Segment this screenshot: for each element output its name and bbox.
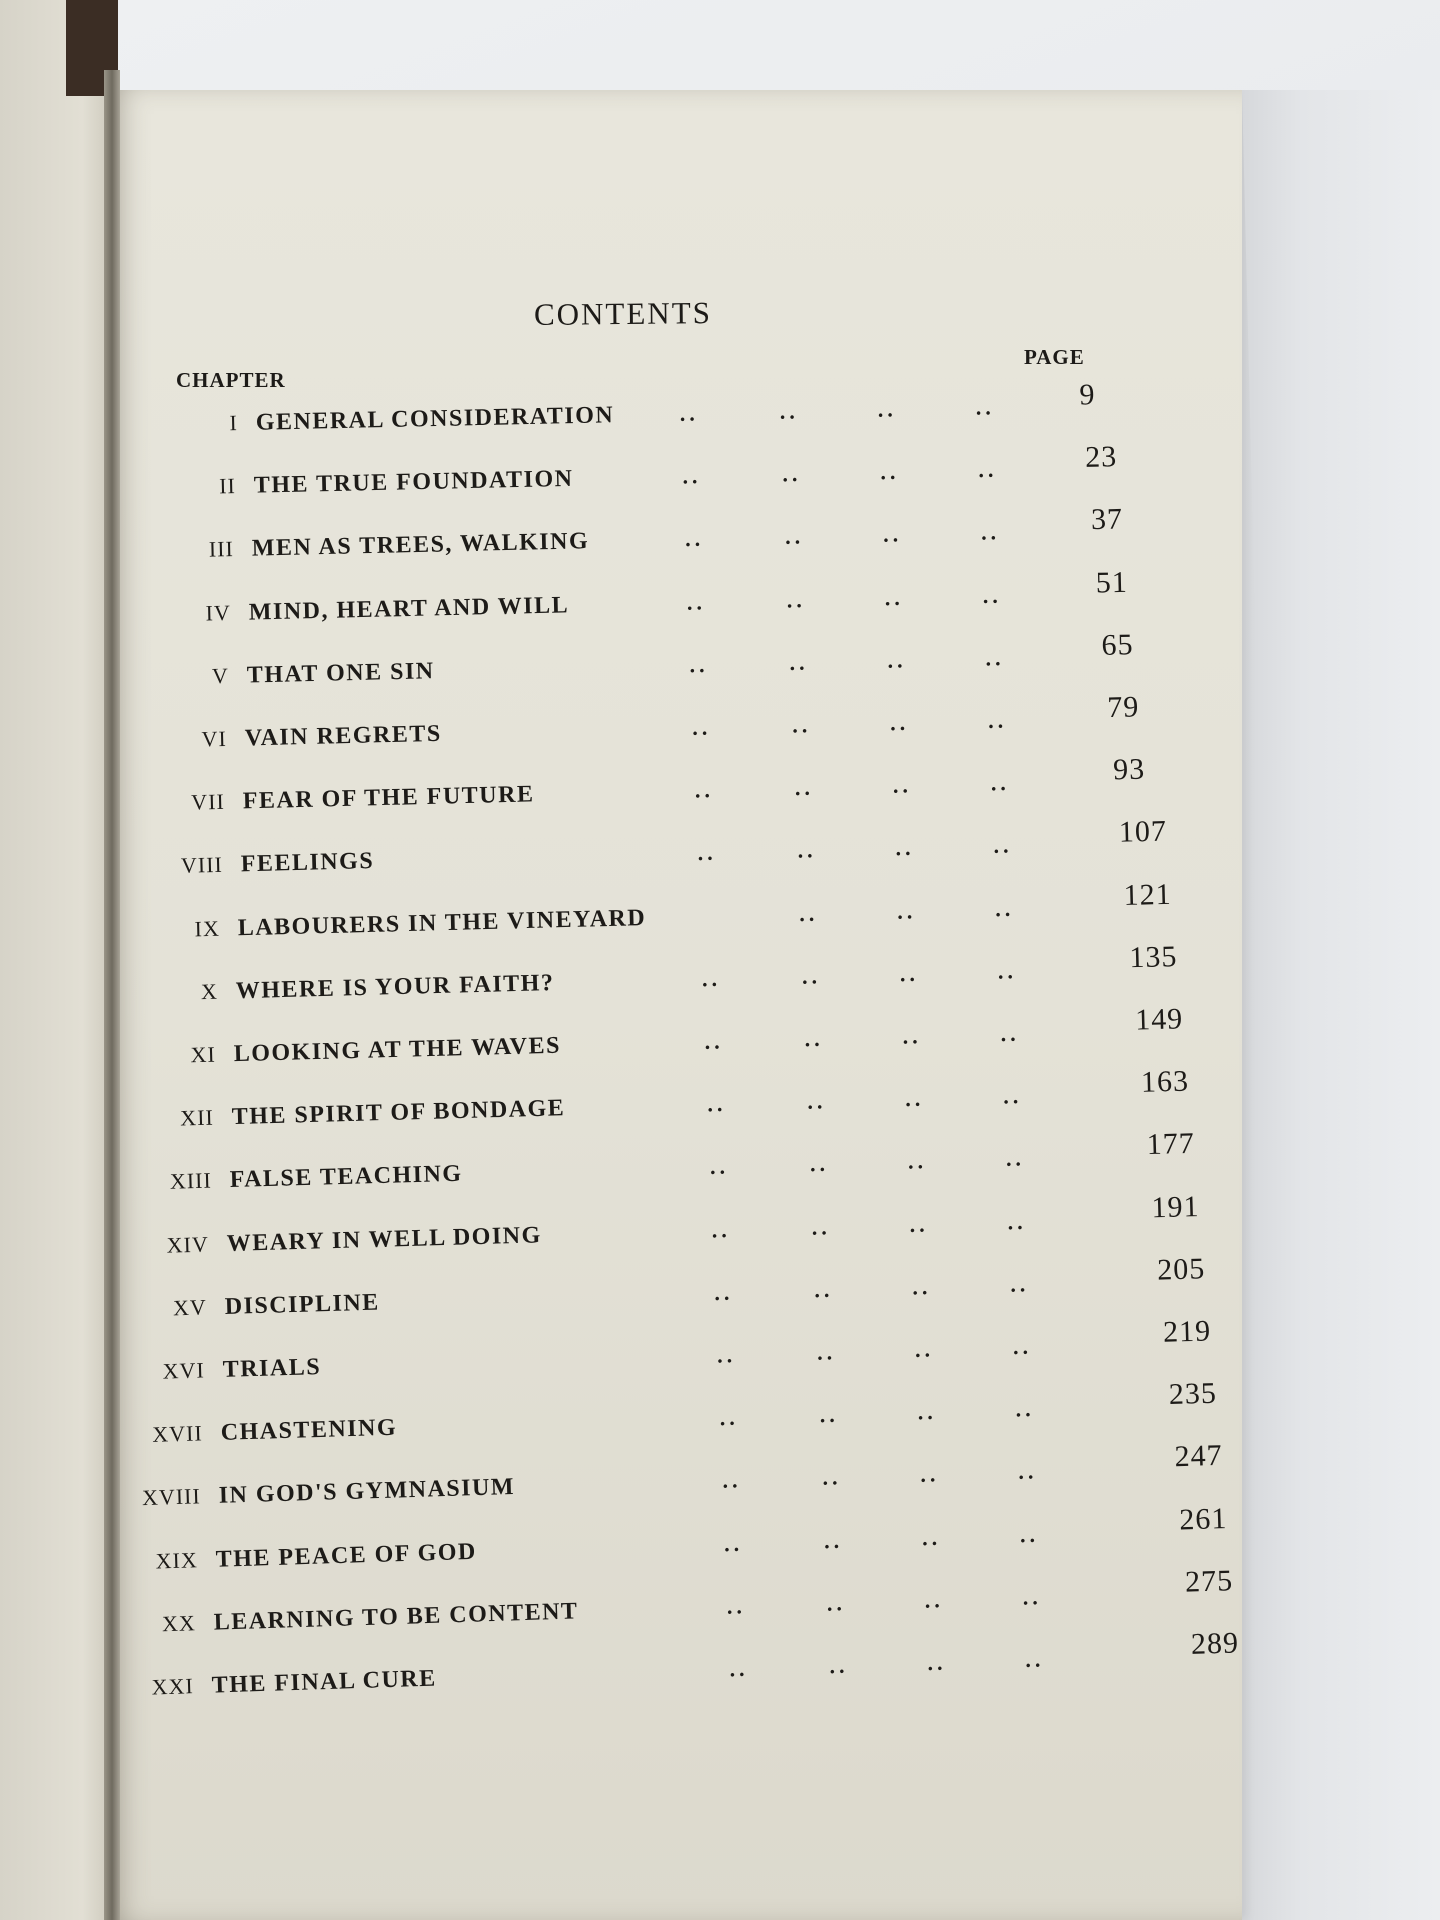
- chapter-numeral: XII: [179, 1104, 214, 1131]
- dot-leader: ..: [899, 960, 920, 986]
- dot-leader: ..: [786, 586, 807, 613]
- dot-leader: ..: [681, 463, 702, 489]
- dot-leader: ..: [1019, 1521, 1040, 1547]
- chapter-title: WEARY IN WELL DOING: [226, 1221, 543, 1257]
- chapter-title: LABOURERS IN THE VINEYARD: [237, 904, 647, 941]
- dot-leader: ..: [889, 709, 910, 736]
- chapter-numeral: VI: [201, 725, 228, 752]
- page-number: 93: [1112, 752, 1146, 787]
- page-number: 37: [1090, 502, 1123, 537]
- dot-leader: ..: [985, 644, 1005, 671]
- chapter-numeral: X: [200, 978, 219, 1004]
- toc-entry: [128, 939, 1179, 1021]
- dot-leader: ..: [1010, 1270, 1030, 1297]
- chapter-title: THAT ONE SIN: [246, 657, 436, 689]
- page-number: 149: [1134, 1002, 1184, 1037]
- page-number: 51: [1095, 565, 1129, 600]
- dot-leader: ..: [982, 582, 1003, 608]
- dot-leader: ..: [924, 1586, 945, 1613]
- dot-leader: ..: [724, 1530, 744, 1556]
- chapter-numeral: XIX: [155, 1546, 199, 1574]
- dot-leader: ..: [791, 712, 812, 738]
- dot-leader: ..: [907, 1148, 927, 1174]
- chapter-title: THE SPIRIT OF BONDAGE: [231, 1095, 566, 1131]
- dot-leader: ..: [804, 1025, 824, 1052]
- dot-leader: ..: [679, 400, 699, 426]
- page-number: 65: [1101, 627, 1135, 662]
- page-number: 235: [1168, 1376, 1218, 1412]
- dot-leader: ..: [879, 459, 900, 485]
- dot-leader: ..: [806, 1088, 827, 1114]
- dot-leader: ..: [691, 714, 712, 740]
- toc-entry: [139, 627, 1180, 705]
- chapter-title: GENERAL CONSIDERATION: [255, 402, 615, 436]
- dot-leader: ..: [686, 588, 707, 615]
- dot-leader: ..: [1007, 1208, 1028, 1234]
- dot-leader: ..: [726, 1593, 747, 1619]
- chapter-title: THE PEACE OF GOD: [215, 1538, 478, 1573]
- chapter-numeral: II: [218, 473, 236, 499]
- chapter-numeral: XI: [190, 1041, 217, 1068]
- dot-leader: ..: [1005, 1145, 1025, 1172]
- toc-entry: [103, 1626, 1240, 1716]
- dot-leader: ..: [887, 647, 907, 673]
- dot-leader: ..: [992, 832, 1013, 859]
- dot-leader: ..: [977, 456, 998, 483]
- dot-leader: ..: [926, 1649, 947, 1676]
- chapter-numeral: XXI: [151, 1673, 195, 1700]
- chapter-numeral: V: [211, 662, 230, 689]
- page-number: 191: [1151, 1189, 1201, 1224]
- dot-leader: ..: [892, 772, 912, 798]
- dot-leader: ..: [1022, 1583, 1043, 1610]
- dot-leader: ..: [894, 835, 915, 861]
- chapter-title: MIND, HEART AND WILL: [248, 591, 570, 626]
- dot-leader: ..: [801, 963, 822, 989]
- dot-leader: ..: [1015, 1396, 1035, 1422]
- chapter-title: FALSE TEACHING: [229, 1161, 463, 1194]
- dot-leader: ..: [909, 1211, 930, 1237]
- chapter-numeral: VIII: [180, 852, 223, 879]
- dot-leader: ..: [821, 1464, 842, 1491]
- chapter-numeral: XIII: [169, 1167, 212, 1195]
- chapter-numeral: VII: [190, 789, 225, 815]
- page-number: 121: [1123, 877, 1173, 912]
- chapter-title: CHASTENING: [220, 1414, 398, 1447]
- dot-leader: ..: [694, 777, 714, 803]
- chapter-title: FEAR OF THE FUTURE: [242, 781, 535, 815]
- dot-leader: ..: [784, 523, 804, 550]
- dot-leader: ..: [811, 1213, 832, 1240]
- dot-leader: ..: [779, 398, 799, 424]
- dot-leader: ..: [997, 957, 1018, 984]
- chapter-numeral: XX: [161, 1610, 197, 1637]
- dot-leader: ..: [826, 1589, 847, 1616]
- dot-leader: ..: [922, 1524, 942, 1550]
- chapter-title: FEELINGS: [240, 848, 375, 878]
- chapter-title: THE TRUE FOUNDATION: [253, 466, 574, 499]
- toc-entry: [130, 877, 1173, 957]
- dot-leader: ..: [816, 1339, 837, 1365]
- chapter-title: DISCIPLINE: [224, 1289, 381, 1320]
- dot-leader: ..: [714, 1279, 734, 1305]
- dot-leader: ..: [829, 1652, 849, 1679]
- toc-entry: [141, 565, 1182, 641]
- chapter-title: TRIALS: [222, 1354, 322, 1383]
- toc-entry: [143, 502, 1184, 579]
- dot-leader: ..: [814, 1276, 834, 1303]
- dot-leader: ..: [1002, 1083, 1023, 1109]
- chapter-title: IN GOD'S GYMNASIUM: [217, 1474, 515, 1510]
- dot-leader: ..: [796, 837, 817, 864]
- dot-leader: ..: [684, 526, 704, 552]
- dot-leader: ..: [1017, 1458, 1038, 1485]
- page-number: 261: [1179, 1501, 1229, 1537]
- page-column-label: PAGE: [1024, 345, 1085, 369]
- page-number: 177: [1145, 1127, 1195, 1162]
- dot-leader: ..: [689, 651, 709, 678]
- dot-leader: ..: [706, 1091, 727, 1117]
- dot-leader: ..: [701, 965, 722, 992]
- chapter-numeral: XVII: [151, 1420, 203, 1448]
- dot-leader: ..: [1024, 1646, 1045, 1673]
- chapter-numeral: XVIII: [141, 1483, 201, 1511]
- page-number: 289: [1190, 1626, 1240, 1661]
- dot-leader: ..: [904, 1085, 925, 1112]
- dot-leader: ..: [990, 770, 1010, 796]
- dot-leader: ..: [789, 649, 809, 675]
- dot-leader: ..: [809, 1151, 829, 1177]
- dot-leader: ..: [696, 840, 717, 866]
- dot-leader: ..: [914, 1336, 935, 1362]
- dot-leader: ..: [919, 1461, 940, 1488]
- chapter-numeral: IX: [194, 915, 221, 941]
- dot-leader: ..: [882, 521, 902, 548]
- dot-leader: ..: [824, 1527, 844, 1553]
- dot-leader: ..: [719, 1404, 739, 1431]
- chapter-numeral: I: [229, 410, 239, 436]
- dot-leader: ..: [781, 461, 802, 487]
- chapter-title: WHERE IS YOUR FAITH?: [235, 969, 555, 1005]
- toc-entry: [132, 814, 1173, 895]
- page-number: 23: [1084, 440, 1118, 475]
- chapter-numeral: IV: [205, 599, 232, 626]
- dot-leader: ..: [877, 396, 897, 422]
- dot-leader: ..: [902, 1023, 922, 1049]
- chapter-numeral: III: [208, 536, 234, 562]
- chapter-title: LEARNING TO BE CONTENT: [213, 1598, 580, 1636]
- toc-entry: [134, 752, 1175, 831]
- dot-leader: ..: [799, 900, 819, 926]
- dot-leader: ..: [704, 1028, 724, 1054]
- chapter-title: THE FINAL CURE: [211, 1665, 438, 1699]
- page-number: 163: [1140, 1064, 1190, 1100]
- chapter-title: MEN AS TREES, WALKING: [251, 528, 589, 563]
- page-number: 275: [1184, 1563, 1234, 1599]
- dot-leader: ..: [912, 1273, 932, 1300]
- dot-leader: ..: [794, 774, 814, 801]
- dot-leader: ..: [987, 707, 1008, 733]
- dot-leader: ..: [995, 895, 1015, 921]
- contents-heading: CONTENTS: [533, 295, 713, 332]
- toc-entry: [125, 1002, 1184, 1084]
- dot-leader: ..: [980, 519, 1000, 545]
- dot-leader: ..: [729, 1655, 749, 1682]
- chapter-numeral: XVI: [162, 1357, 206, 1384]
- dot-leader: ..: [897, 897, 917, 924]
- chapter-title: LOOKING AT THE WAVES: [233, 1032, 562, 1068]
- chapter-numeral: XIV: [166, 1231, 210, 1258]
- dot-leader: ..: [819, 1401, 839, 1428]
- dot-leader: ..: [1000, 1020, 1020, 1047]
- chapter-numeral: XV: [172, 1294, 208, 1321]
- page-number: 79: [1106, 690, 1140, 725]
- dot-leader: ..: [716, 1342, 737, 1368]
- dot-leader: ..: [884, 584, 905, 610]
- toc-entry: [145, 440, 1186, 515]
- chapter-column-label: CHAPTER: [176, 368, 286, 392]
- page-number: 219: [1162, 1314, 1212, 1349]
- dot-leader: ..: [709, 1153, 729, 1180]
- dot-leader: ..: [1012, 1333, 1033, 1360]
- dot-leader: ..: [975, 394, 995, 420]
- page-number: 107: [1118, 814, 1167, 850]
- chapter-title: VAIN REGRETS: [244, 720, 443, 752]
- dot-leader: ..: [711, 1216, 732, 1243]
- dot-leader: ..: [917, 1399, 937, 1425]
- page-number: 205: [1156, 1252, 1206, 1287]
- page-number: 135: [1129, 939, 1179, 975]
- toc-entry: [137, 690, 1178, 768]
- page-number: 247: [1173, 1439, 1223, 1474]
- dot-leader: ..: [721, 1467, 742, 1494]
- page-number: 9: [1079, 378, 1096, 412]
